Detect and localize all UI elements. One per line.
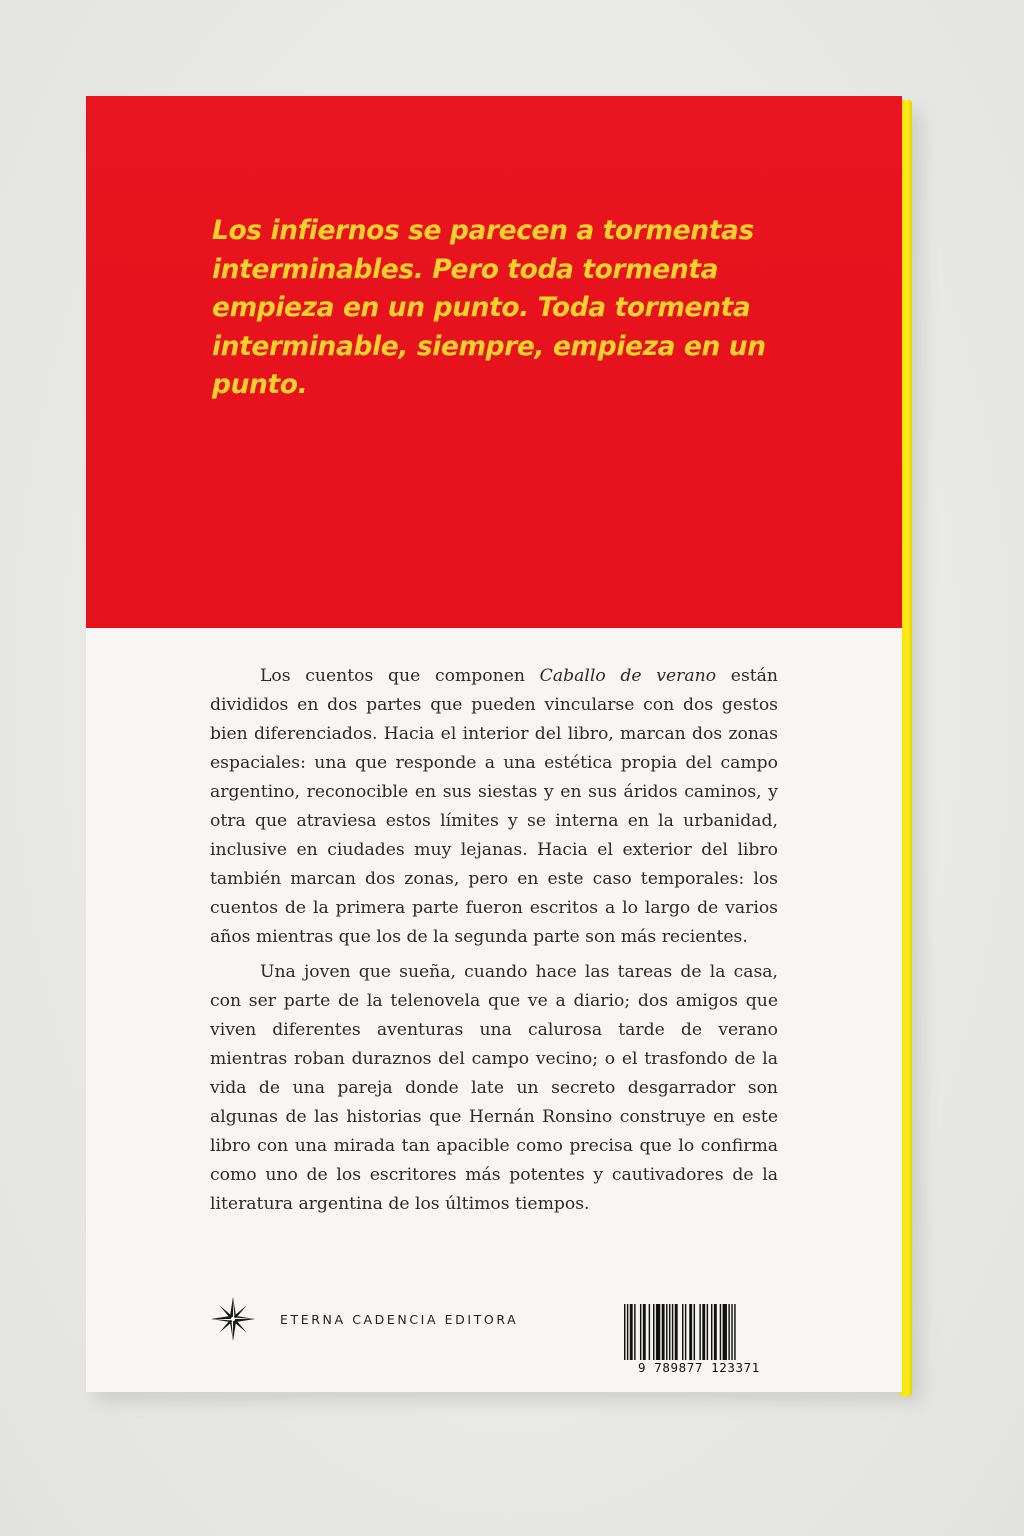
book-back-cover bbox=[86, 96, 902, 1392]
synopsis-paragraph-2: Una joven que sueña, cuando hace las tareas de la casa, con ser parte de la telenovela que ve a diario; dos amigos que viven diferentes aventuras una calurosa tarde de verano mientras roban duraznos del campo vecino; o el trasfondo de la vida de una pareja donde late un secreto desgarrador son algunas de las historias que Hernán Ronsino construye en este libro con una mirada tan apacible como precisa que lo confirma como uno de los escritores más potentes y cautivadores de la literatura argentina de los últimos tiempos. bbox=[210, 962, 778, 1214]
barcode-bar bbox=[627, 1304, 628, 1360]
barcode-bar bbox=[662, 1304, 665, 1360]
barcode-bar bbox=[669, 1304, 670, 1360]
synopsis-p1-end: están divididos en dos partes que pueden vincularse con dos gestos bien diferenciados. Hacia el interior del libro, marcan dos zonas espaciales: una que responde a una estética propia del campo argentino, reconocible en sus siestas y en sus áridos caminos, y otra que atraviesa estos límites y se interna en la urbanidad, inclusive en ciudades muy lejanas. Hacia el exterior del libro también marcan dos zonas, pero en este caso temporales: los cuentos de la primera parte fueron escritos a lo largo de varios años mientras que los de la segunda parte son más recientes. bbox=[210, 666, 778, 947]
barcode-bar bbox=[630, 1304, 633, 1360]
barcode-bar bbox=[656, 1304, 660, 1360]
barcode-bar bbox=[711, 1304, 712, 1360]
barcode-bar bbox=[720, 1304, 721, 1360]
barcode-bar bbox=[734, 1304, 735, 1360]
publisher-name: ETERNA CADENCIA EDITORA bbox=[280, 1311, 519, 1327]
synopsis-p1-start: Los cuentos que componen bbox=[260, 666, 540, 686]
barcode-bar bbox=[640, 1304, 641, 1360]
barcode-bar bbox=[624, 1304, 625, 1360]
barcode-bar bbox=[699, 1304, 700, 1360]
barcode-bar bbox=[682, 1304, 683, 1360]
barcode-bar bbox=[714, 1304, 717, 1360]
barcode-bar bbox=[653, 1304, 654, 1360]
cover-quote: Los infiernos se parecen a tormentas interminables. Pero toda tormenta empieza en un punto. Toda tormenta interminable, siempre, empieza en un punto. bbox=[212, 215, 766, 400]
barcode-bar bbox=[702, 1304, 705, 1360]
barcode-bar bbox=[707, 1304, 708, 1360]
barcode-bar bbox=[728, 1304, 729, 1360]
compass-star-icon bbox=[210, 1296, 256, 1342]
book-title-inline: Caballo de verano bbox=[539, 666, 717, 686]
synopsis bbox=[210, 662, 778, 1225]
barcode-bar bbox=[666, 1304, 667, 1360]
barcode-bar bbox=[694, 1304, 695, 1360]
barcode-bar bbox=[689, 1304, 692, 1360]
red-panel bbox=[86, 96, 902, 628]
barcode-bar bbox=[634, 1304, 635, 1360]
barcode-bar bbox=[723, 1304, 727, 1360]
barcode-bar bbox=[643, 1304, 646, 1360]
barcode-bar bbox=[675, 1304, 678, 1360]
barcode-bar bbox=[731, 1304, 732, 1360]
barcode-bar bbox=[649, 1304, 650, 1360]
barcode-bar bbox=[685, 1304, 686, 1360]
barcode-bars bbox=[620, 1304, 778, 1360]
isbn-digits: 9 789877 123371 bbox=[620, 1360, 778, 1375]
synopsis-paragraph-1 bbox=[210, 662, 778, 952]
barcode-bar bbox=[672, 1304, 673, 1360]
publisher-block bbox=[210, 1296, 518, 1342]
